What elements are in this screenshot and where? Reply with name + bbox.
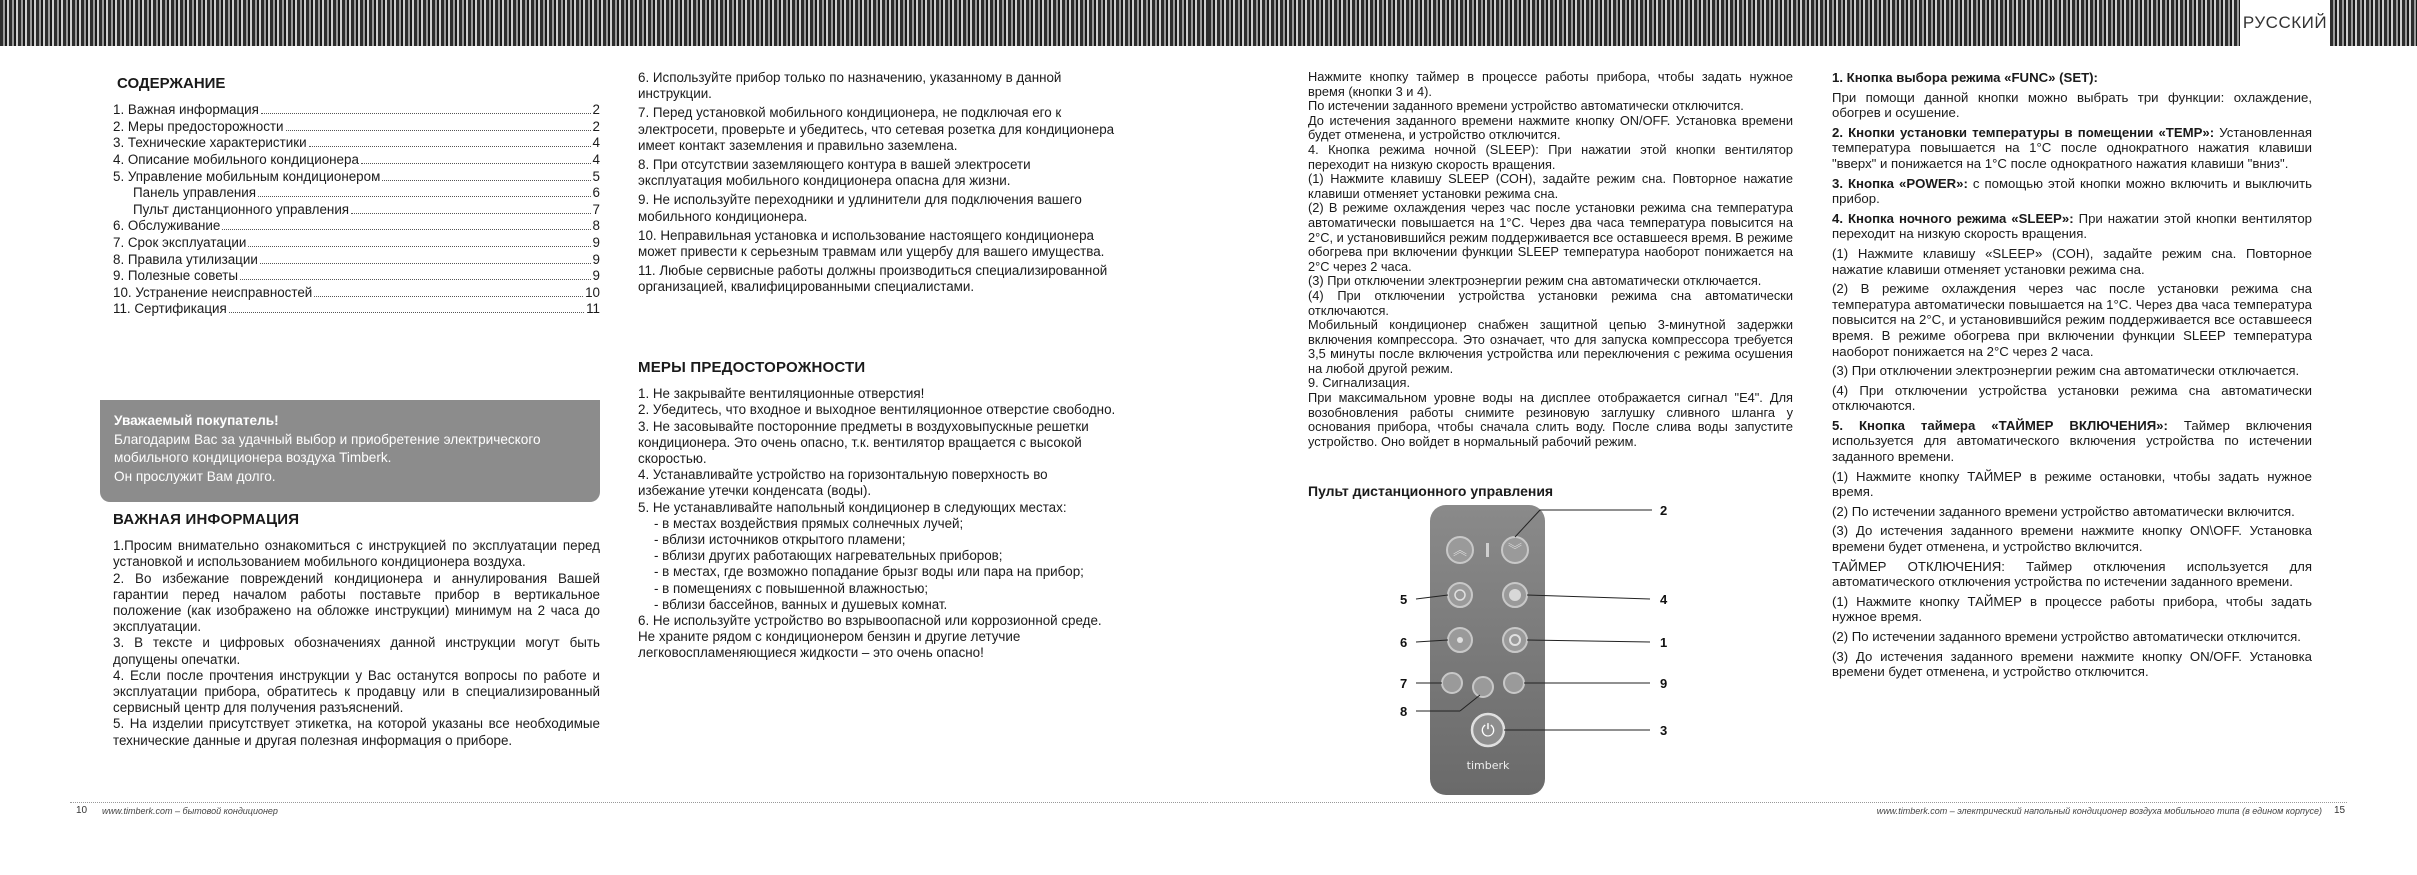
precaution-item: 3. Не засовывайте посторонние предметы в воздуховыпускные решетки кондиционера. Это очень опасно, т.к. вентилятор вращается с высокой скоростью. <box>638 418 1089 467</box>
important-paragraph: 3. В тексте и цифровых обозначениях данной инструкции могут быть допущены опечатки. <box>113 635 600 667</box>
power-button-text: с помощью этой кнопки можно включить и выключить прибор. <box>1832 175 2312 207</box>
timer-on-title: 5. Кнопка таймера «ТАЙМЕР ВКЛЮЧЕНИЯ»: <box>1832 417 2168 433</box>
toc-entry-page: 7 <box>592 201 600 217</box>
timer-off-desc: ТАЙМЕР ОТКЛЮЧЕНИЯ: Таймер отключения используется для автоматического отключения устройства по истечении заданного времени. <box>1832 558 2312 590</box>
toc-entry <box>113 202 600 219</box>
col3-paragraph: (3) При отключении электроэнергии режим сна автоматически отключается. <box>1308 273 1762 289</box>
temp-up-icon: ︽ <box>1453 543 1467 559</box>
remote-logo: timberk <box>1466 759 1510 772</box>
safety-paragraph: 11. Любые сервисные работы должны производиться специализированной организацией, квалифицированными специалистами. <box>638 263 1108 295</box>
toc-leader-dots <box>248 246 590 247</box>
remote-button-7[interactable] <box>1442 673 1462 693</box>
remote-button-8[interactable] <box>1473 677 1493 697</box>
toc-title: СОДЕРЖАНИЕ <box>117 75 226 92</box>
toc-leader-dots <box>258 196 591 197</box>
toc-entry-page: 6 <box>592 185 600 201</box>
precaution-item: 2. Убедитесь, что входное и выходное вентиляционное отверстие свободно. <box>638 402 1116 418</box>
remote-diagram <box>1380 495 1680 795</box>
toc-entry <box>113 252 600 269</box>
timer-off-step: (3) До истечения заданного времени нажмите кнопку ON/OFF. Установка времени будет отменена, и устройство отключится. <box>1832 648 2312 680</box>
sleep-step: (3) При отключении электроэнергии режим сна автоматически отключается. <box>1832 363 2300 379</box>
precaution-list-item: - вблизи бассейнов, ванных и душевых комнат. <box>654 596 948 612</box>
toc-leader-dots <box>229 312 584 313</box>
footer-line-right <box>1210 802 2347 803</box>
precautions-title: МЕРЫ ПРЕДОСТОРОЖНОСТИ <box>638 359 866 376</box>
sleep-step: (2) В режиме охлаждения через час после установки режима сна температура автоматически повышается на 1°С. Через два часа температура повысится на 2°С, и установившийся режим поддерживается все оставшееся время. В режиме обогрева при включении функции SLEEP температура наоборот понижается на 2°С через 2 часа. <box>1832 281 2312 359</box>
safety-paragraph: 7. Перед установкой мобильного кондиционера, не подключая его к электросети, проверьте и убедитесь, что сетевая розетка для кондиционера имеет контакт заземления и правильно заземлена. <box>638 105 1115 153</box>
safety-continued-section <box>638 70 1118 299</box>
toc-entry-page: 2 <box>592 102 600 118</box>
toc-leader-dots <box>286 130 591 131</box>
important-title: ВАЖНАЯ ИНФОРМАЦИЯ <box>113 511 300 528</box>
safety-paragraph: 6. Используйте прибор только по назначению, указанному в данной инструкции. <box>638 70 1062 102</box>
func-button-desc: При помощи данной кнопки можно выбрать три функции: охлаждение, обогрев и осушение. <box>1832 89 2312 121</box>
greeting-title: Уважаемый покупатель! <box>114 413 279 428</box>
timer-on-step: (3) До истечения заданного времени нажмите кнопку ON\OFF. Установка времени будет отменена, и устройство включится. <box>1832 523 2312 555</box>
footer-text-right: www.timberk.com – электрический напольный кондиционер воздуха мобильного типа (в едином корпусе) <box>1876 806 2322 816</box>
temp-down-icon: ︾ <box>1508 543 1522 559</box>
col3-paragraph: (2) В режиме охлаждения через час после установки режима сна температура автоматически повышается на 1°С. Через два часа температура повысится на 2°С, и установившийся режим поддерживается все оставшееся время. В режиме обогрева при включении функции SLEEP температура наоборот понижается на 2°С через 2 часа. <box>1308 200 1793 274</box>
timer-on-step: (1) Нажмите кнопку ТАЙМЕР в режиме остановки, чтобы задать нужное время. <box>1832 468 2312 500</box>
toc-entry-text: 5. Управление мобильным кондиционером <box>113 168 381 184</box>
temp-buttons-desc <box>1832 125 2312 172</box>
temp-buttons-text: Установленная температура повышается на 1°С после однократного нажатия клавиши "вверх" и понижается на 1°С после однократного нажатия клавиши "вниз". <box>1832 124 2312 171</box>
safety-paragraph: 9. Не используйте переходники и удлинители для подключения вашего мобильного кондиционера. <box>638 192 1082 224</box>
precaution-list-item: - в местах воздействия прямых солнечных лучей; <box>654 515 964 531</box>
toc-list <box>113 102 600 318</box>
toc-leader-dots <box>314 296 583 297</box>
callout-label-1: 1 <box>1660 635 1668 650</box>
toc-entry <box>113 285 600 302</box>
sleep-button-desc <box>1832 211 2312 242</box>
col3-paragraph: Нажмите кнопку таймер в процессе работы прибора, чтобы задать нужное время (кнопки 3 и 4). <box>1308 69 1793 99</box>
precaution-list-item: - вблизи источников открытого пламени; <box>654 532 906 548</box>
precaution-item: 4. Устанавливайте устройство на горизонтальную поверхность во избежание утечки конденсата (воды). <box>638 467 1048 499</box>
precautions-section <box>638 360 1118 662</box>
toc-leader-dots <box>222 229 590 230</box>
toc-entry-page: 9 <box>592 234 600 250</box>
col3-paragraph: При максимальном уровне воды на дисплее отображается сигнал "E4". Для возобновления работы снимите резиновую заглушку сливного шланга у основания прибора, чтобы сначала слить воду. После слива воды запустите устройство. Оно войдет в нормальный рабочий режим. <box>1308 390 1793 449</box>
sleep-step: (4) При отключении устройства установки режима сна автоматически отключаются. <box>1832 382 2312 414</box>
callout-label-6: 6 <box>1400 635 1408 650</box>
toc-entry <box>113 135 600 152</box>
greeting-line-3: Он прослужит Вам долго. <box>114 468 276 484</box>
toc-entry-text: 11. Сертификация <box>113 301 227 317</box>
toc-entry-page: 9 <box>592 251 600 267</box>
sleep-button-text: При нажатии этой кнопки вентилятор переходит на низкую скорость вращения. <box>1832 210 2312 242</box>
temp-buttons-title: 2. Кнопки установки температуры в помещении «TEMP»: <box>1832 124 2215 140</box>
toc-entry <box>113 152 600 169</box>
toc-leader-dots <box>309 146 591 147</box>
col3-paragraph: До истечения заданного времени нажмите кнопку ON/OFF. Установка времени будет отменена, и устройство отключится. <box>1308 112 1793 143</box>
toc-entry <box>113 301 600 318</box>
precaution-list-item: - вблизи других работающих нагревательных приборов; <box>654 548 1003 564</box>
toc-entry <box>113 102 600 119</box>
toc-entry-page: 11 <box>586 301 600 317</box>
toc-entry-text: 6. Обслуживание <box>113 218 221 234</box>
toc-entry-page: 8 <box>592 218 600 234</box>
sleep-icon <box>1509 589 1521 601</box>
toc-entry-text: 8. Правила утилизации <box>113 251 258 267</box>
callout-line-4 <box>1527 595 1650 599</box>
important-paragraph: 5. На изделии присутствует этикетка, на которой указаны все необходимые технические данные и другая полезная информация о приборе. <box>113 716 600 748</box>
toc-leader-dots <box>240 279 591 280</box>
greeting-box <box>100 400 600 502</box>
toc-entry-text: 7. Срок эксплуатации <box>113 234 247 250</box>
toc-entry-page: 10 <box>585 284 600 300</box>
toc-entry <box>113 119 600 136</box>
toc-entry <box>113 268 600 285</box>
footer-text-left: www.timberk.com – бытовой кондиционер <box>102 806 278 816</box>
remote-buttons-section <box>1832 70 2312 684</box>
toc-entry-text: 3. Технические характеристики <box>113 135 307 151</box>
toc-entry-page: 4 <box>592 151 600 167</box>
col3-paragraph: (4) При отключении устройства установки режима сна автоматически отключаются. <box>1308 287 1793 318</box>
toc-entry <box>113 185 600 202</box>
header-stripe-far <box>2330 0 2417 46</box>
col3-paragraph: По истечении заданного времени устройство автоматически отключится. <box>1308 98 1744 114</box>
toc-entry-text: Панель управления <box>133 185 257 201</box>
timer-on-desc <box>1832 418 2312 465</box>
callout-label-7: 7 <box>1400 676 1408 691</box>
callout-line-1 <box>1527 640 1650 642</box>
remote-button-9[interactable] <box>1504 673 1524 693</box>
toc-entry-text: 9. Полезные советы <box>113 268 238 284</box>
greeting-line-1: Благодарим Вас за удачный выбор и приобретение электрического <box>114 431 541 447</box>
power-button-title: 3. Кнопка «POWER»: <box>1832 175 1968 191</box>
toc-entry-page: 4 <box>592 135 600 151</box>
remote-button-5[interactable] <box>1448 583 1472 607</box>
col3-paragraph: (1) Нажмите клавишу SLEEP (СОН), задайте режим сна. Повторное нажатие клавиши отменяет установки режима сна. <box>1308 171 1793 201</box>
footer-line-left <box>70 802 1208 803</box>
toc-entry-text: Пульт дистанционного управления <box>133 201 350 217</box>
sleep-step: (1) Нажмите клавишу «SLEEP» (СОН), задайте режим сна. Повторное нажатие клавиши отменяет установки режима сна. <box>1832 245 2312 277</box>
safety-paragraph: 8. При отсутствии заземляющего контура в вашей электросети эксплуатация мобильного кондиционера опасна для жизни. <box>638 157 1031 189</box>
callout-label-5: 5 <box>1400 592 1408 607</box>
callout-label-9: 9 <box>1660 676 1668 691</box>
precaution-list-item: - в помещениях с повышенной влажностью; <box>654 580 929 596</box>
remote-indicator <box>1486 543 1489 557</box>
callout-label-2: 2 <box>1660 503 1668 518</box>
toc-entry-text: 2. Меры предосторожности <box>113 118 284 134</box>
precaution-item: 5. Не устанавливайте напольный кондиционер в следующих местах: <box>638 499 1067 515</box>
toc-entry <box>113 235 600 252</box>
timer-off-step: (2) По истечении заданного времени устройство автоматически отключится. <box>1832 629 2301 644</box>
toc-section <box>113 70 600 318</box>
header-stripe-right <box>1208 0 2240 46</box>
toc-entry-page: 5 <box>592 168 600 184</box>
footer-page-right: 15 <box>2334 805 2346 816</box>
col3-paragraph: Мобильный кондиционер снабжен защитной цепью 3-минутной задержки включения компрессора. Это означает, что для запуска компрессора требуется 3,5 минуты после включения устройства или переключения с режима осушения на любой другой режим. <box>1308 317 1793 376</box>
timer-sleep-section <box>1308 70 1793 449</box>
toc-leader-dots <box>261 113 591 114</box>
remote-title: Пульт дистанционного управления <box>1308 483 1554 499</box>
col3-paragraph: 4. Кнопка режима ночной (SLEEP): При нажатии этой кнопки вентилятор переходит на низкую скорость вращения. <box>1308 141 1793 172</box>
important-paragraph: 4. Если после прочтения инструкции у Вас останутся вопросы по работе и эксплуатации прибора, обратитесь к продавцу или в специализированный сервисный центр для получения разъяснений. <box>113 667 600 716</box>
func-button-title: 1. Кнопка выбора режима «FUNC» (SET): <box>1832 70 2098 85</box>
toc-entry-text: 4. Описание мобильного кондиционера <box>113 151 359 167</box>
important-paragraph: 2. Во избежание повреждений кондиционера и аннулирования Вашей гарантии перед началом работы поставьте прибор в вертикальное положение (как изображено на обложке инструкции) минимум на 2 часа до эксплуатации. <box>113 570 600 635</box>
timer-off-step: (1) Нажмите кнопку ТАЙМЕР в процессе работы прибора, чтобы задать нужное время. <box>1832 593 2312 625</box>
precaution-item: 1. Не закрывайте вентиляционные отверстия! <box>638 386 925 402</box>
important-info-section <box>113 512 600 749</box>
footer-page-left: 10 <box>76 805 88 816</box>
callout-label-4: 4 <box>1660 592 1668 607</box>
toc-leader-dots <box>382 180 590 181</box>
toc-entry-page: 9 <box>592 268 600 284</box>
func-button[interactable] <box>1503 628 1527 652</box>
toc-leader-dots <box>260 263 591 264</box>
language-tab: РУССКИЙ <box>2240 0 2330 46</box>
power-button-desc <box>1832 176 2312 207</box>
toc-entry <box>113 169 600 186</box>
toc-entry-text: 1. Важная информация <box>113 102 259 118</box>
toc-entry <box>113 218 600 235</box>
toc-entry-page: 2 <box>592 118 600 134</box>
timer-on-text: Таймер включения используется для автоматического включения устройства по истечении заданного времени. <box>1832 417 2312 465</box>
important-paragraph: 1.Просим внимательно ознакомиться с инструкцией по эксплуатации перед установкой и использованием мобильного кондиционера воздуха. <box>113 538 600 570</box>
remote-button-6-icon <box>1457 637 1463 643</box>
callout-label-8: 8 <box>1400 704 1408 719</box>
precaution-list-item: - в местах, где возможно попадание брызг воды или пара на прибор; <box>654 564 1084 580</box>
precaution-item: 6. Не используйте устройство во взрывоопасной или коррозионной среде. Не храните рядом с кондиционером бензин и другие летучие легковоспламеняющиеся жидкости – это очень опасно! <box>638 613 1102 661</box>
toc-entry-text: 10. Устранение неисправностей <box>113 284 313 300</box>
header-stripe-left <box>0 0 1208 46</box>
col3-paragraph: 9. Сигнализация. <box>1308 375 1411 391</box>
sleep-button-title: 4. Кнопка ночного режима «SLEEP»: <box>1832 210 2074 226</box>
callout-label-3: 3 <box>1660 723 1668 738</box>
timer-on-step: (2) По истечении заданного времени устройство автоматически включится. <box>1832 503 2295 519</box>
power-icon: ⏻ <box>1481 721 1495 741</box>
safety-paragraph: 10. Неправильная установка и использование настоящего кондиционера может привести к серьезным травмам или ущербу для вашего имущества. <box>638 227 1105 260</box>
toc-leader-dots <box>351 213 590 214</box>
greeting-line-2: мобильного кондиционера воздуха Timberk. <box>114 450 392 466</box>
toc-leader-dots <box>361 163 591 164</box>
